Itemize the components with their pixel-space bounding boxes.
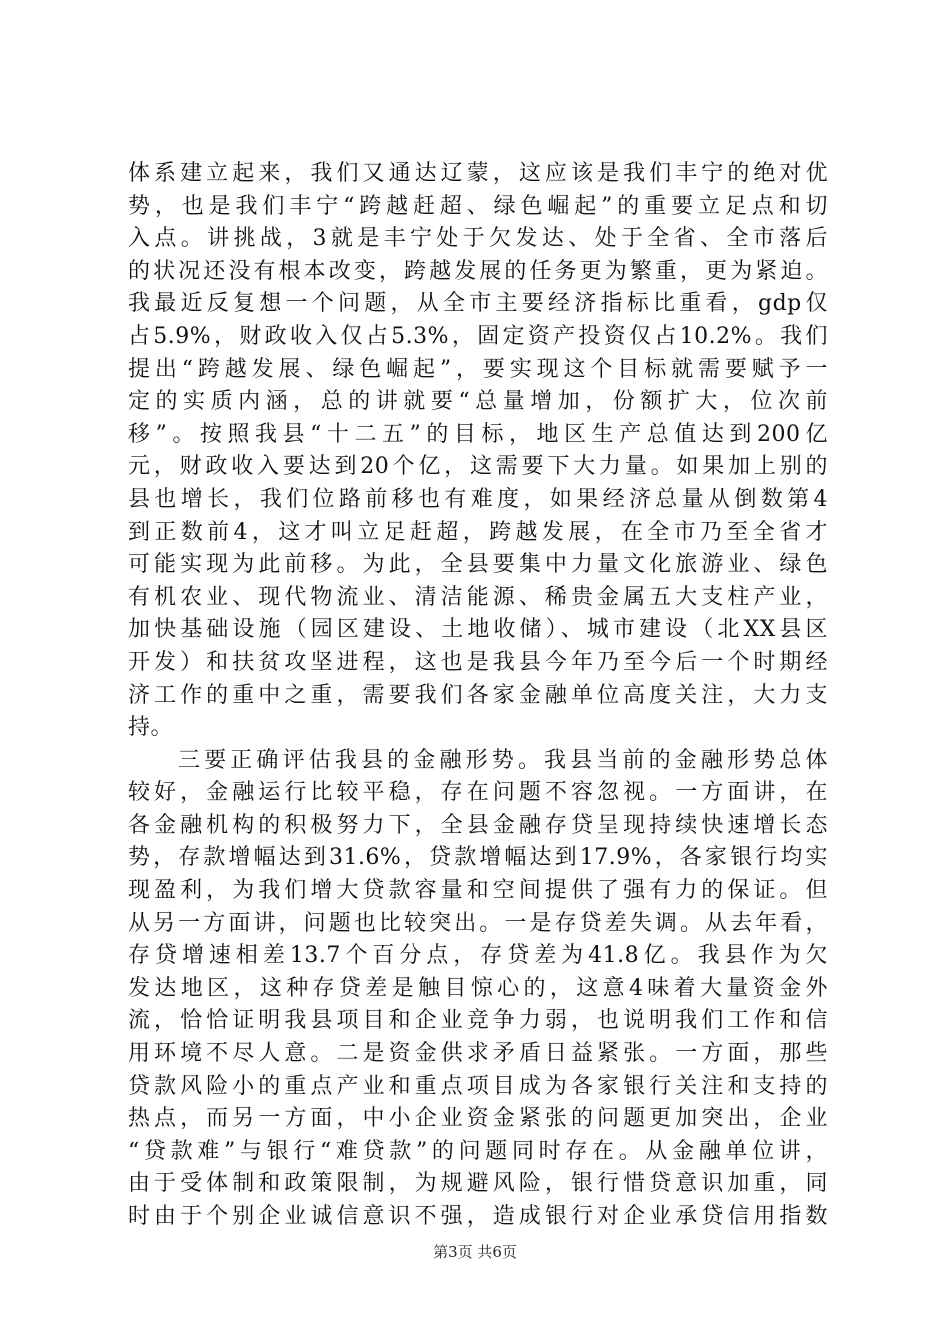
text-line: 提出“跨越发展、绿色崛起”，要实现这个目标就需要赋予一 bbox=[128, 356, 828, 382]
text-line: 从另一方面讲，问题也比较突出。一是存贷差失调。从去年看， bbox=[128, 910, 828, 936]
text-line: 占5.9%，财政收入仅占5.3%，固定资产投资仅占10.2%。我们 bbox=[128, 323, 828, 349]
text-line: 到正数前4，这才叫立足赶超，跨越发展，在全市乃至全省才 bbox=[128, 519, 828, 545]
text-line: 有机农业、现代物流业、清洁能源、稀贵金属五大支柱产业， bbox=[128, 584, 828, 610]
paragraph-start-line: 三要正确评估我县的金融形势。我县当前的金融形势总体 bbox=[178, 747, 828, 773]
text-line: 流，恰恰证明我县项目和企业竞争力弱，也说明我们工作和信 bbox=[128, 1008, 828, 1034]
text-line: 热点，而另一方面，中小企业资金紧张的问题更加突出，企业 bbox=[128, 1106, 828, 1132]
text-line: 由于受体制和政策限制，为规避风险，银行惜贷意识加重，同 bbox=[128, 1171, 828, 1197]
body-text bbox=[128, 158, 828, 1234]
text-line: 开发）和扶贫攻坚进程，这也是我县今年乃至今后一个时期经 bbox=[128, 649, 828, 675]
text-line: 势，存款增幅达到31.6%，贷款增幅达到17.9%，各家银行均实 bbox=[128, 845, 828, 871]
text-line: 加快基础设施（园区建设、土地收储）、城市建设（北XX县区 bbox=[128, 617, 828, 643]
text-line: 贷款风险小的重点产业和重点项目成为各家银行关注和支持的 bbox=[128, 1073, 828, 1099]
text-line: 移”。按照我县“十二五”的目标，地区生产总值达到200亿 bbox=[128, 421, 828, 447]
text-line: 现盈利，为我们增大贷款容量和空间提供了强有力的保证。但 bbox=[128, 878, 828, 904]
text-line: 入点。讲挑战，3就是丰宁处于欠发达、处于全省、全市落后 bbox=[128, 226, 828, 252]
text-line: 县也增长，我们位路前移也有难度，如果经济总量从倒数第4 bbox=[128, 486, 828, 512]
text-line: 发达地区，这种存贷差是触目惊心的，这意4味着大量资金外 bbox=[128, 975, 828, 1001]
text-line: 体系建立起来，我们又通达辽蒙，这应该是我们丰宁的绝对优 bbox=[128, 161, 828, 186]
text-line: 势，也是我们丰宁“跨越赶超、绿色崛起”的重要立足点和切 bbox=[128, 193, 828, 219]
text-line: 时由于个别企业诚信意识不强，造成银行对企业承贷信用指数 bbox=[128, 1204, 828, 1229]
text-line: 我最近反复想一个问题，从全市主要经济指标比重看，gdp仅 bbox=[128, 291, 828, 317]
text-line: 用环境不尽人意。二是资金供求矛盾日益紧张。一方面，那些 bbox=[128, 1041, 828, 1067]
page-footer: 第3页 共6页 bbox=[433, 1243, 517, 1261]
text-line: 可能实现为此前移。为此，全县要集中力量文化旅游业、绿色 bbox=[128, 552, 828, 578]
text-line: 各金融机构的积极努力下，全县金融存贷呈现持续快速增长态 bbox=[128, 812, 828, 838]
text-line: 济工作的重中之重，需要我们各家金融单位高度关注，大力支 bbox=[128, 682, 828, 708]
text-line: 存贷增速相差13.7个百分点，存贷差为41.8亿。我县作为欠 bbox=[128, 943, 828, 969]
text-line: “贷款难”与银行“难贷款”的问题同时存在。从金融单位讲， bbox=[128, 1138, 828, 1164]
text-line: 较好，金融运行比较平稳，存在问题不容忽视。一方面讲，在 bbox=[128, 780, 828, 806]
text-line: 定的实质内涵，总的讲就要“总量增加，份额扩大，位次前 bbox=[128, 389, 828, 415]
text-line: 持。 bbox=[128, 715, 174, 741]
text-line: 的状况还没有根本改变，跨越发展的任务更为繁重，更为紧迫。 bbox=[128, 258, 828, 284]
text-line: 元，财政收入要达到20个亿，这需要下大力量。如果加上别的 bbox=[128, 454, 828, 480]
